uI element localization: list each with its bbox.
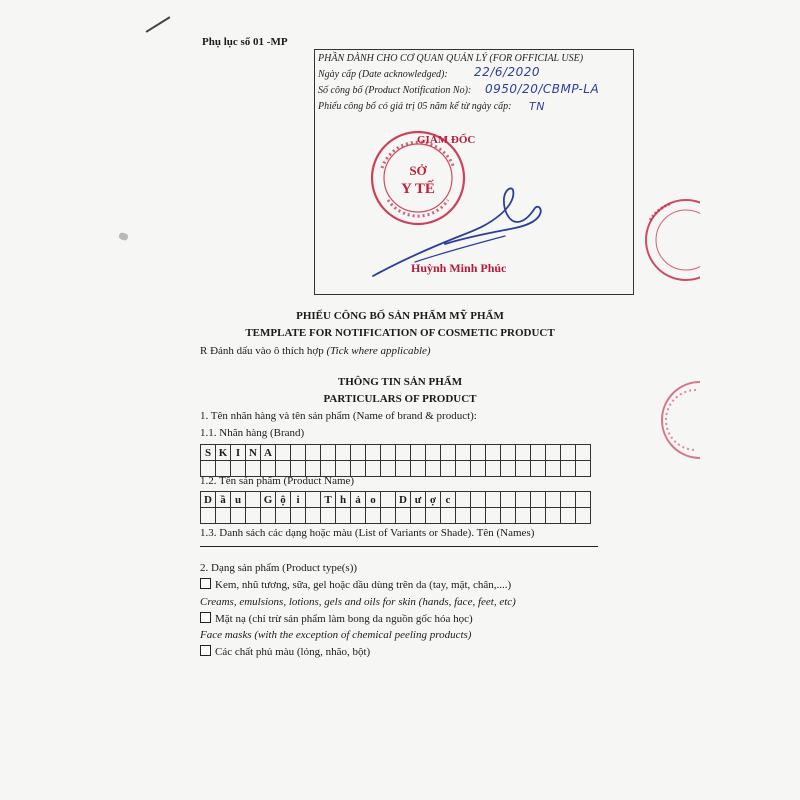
letter-box[interactable] [456, 461, 471, 477]
letter-box[interactable] [306, 445, 321, 461]
letter-box[interactable]: G [261, 492, 276, 508]
letter-box[interactable] [531, 508, 546, 524]
item-1-heading: 1. Tên nhãn hàng và tên sản phẩm (Name of brand & product): [200, 410, 477, 422]
letter-box[interactable] [486, 461, 501, 477]
letter-box[interactable] [426, 508, 441, 524]
letter-box[interactable] [441, 461, 456, 477]
letter-box[interactable]: I [231, 445, 246, 461]
letter-box[interactable]: u [231, 492, 246, 508]
appendix-label: Phụ lục số 01 -MP [202, 36, 288, 48]
letter-box[interactable] [486, 492, 501, 508]
date-acknowledged-label: Ngày cấp (Date acknowledged): [318, 69, 448, 80]
letter-box[interactable]: i [291, 492, 306, 508]
letter-box[interactable]: ộ [276, 492, 291, 508]
letter-box[interactable] [426, 461, 441, 477]
letter-box[interactable] [501, 492, 516, 508]
date-acknowledged-value: 22/6/2020 [474, 65, 541, 79]
letter-box[interactable] [486, 508, 501, 524]
letter-box[interactable] [576, 508, 591, 524]
paper-speck [118, 232, 129, 242]
pen-stroke [146, 16, 171, 32]
letter-box[interactable] [546, 508, 561, 524]
letter-box[interactable] [531, 445, 546, 461]
letter-box[interactable]: ợ [426, 492, 441, 508]
letter-box[interactable] [561, 492, 576, 508]
letter-box[interactable] [351, 445, 366, 461]
letter-box[interactable] [411, 445, 426, 461]
letter-box[interactable]: ầ [216, 492, 231, 508]
letter-box[interactable] [546, 461, 561, 477]
tick-instruction [200, 345, 431, 357]
letter-box[interactable] [291, 445, 306, 461]
letter-box[interactable] [381, 492, 396, 508]
title-vietnamese: PHIẾU CÔNG BỐ SẢN PHẨM MỸ PHẨM [296, 310, 504, 322]
letter-box[interactable] [486, 445, 501, 461]
letter-box[interactable] [306, 508, 321, 524]
letter-box[interactable] [366, 445, 381, 461]
letter-box[interactable] [261, 508, 276, 524]
letter-box[interactable]: ả [351, 492, 366, 508]
letter-box[interactable] [546, 445, 561, 461]
product-type-option [200, 578, 511, 591]
letter-box[interactable] [216, 508, 231, 524]
brand-letter-grid [200, 444, 591, 477]
letter-box[interactable] [411, 461, 426, 477]
letter-box[interactable] [471, 445, 486, 461]
item-1-1-heading: 1.1. Nhãn hàng (Brand) [200, 427, 305, 439]
letter-box[interactable] [351, 508, 366, 524]
section-title-vietnamese: THÔNG TIN SẢN PHẨM [337, 376, 463, 388]
letter-box[interactable] [456, 508, 471, 524]
letter-box[interactable]: T [321, 492, 336, 508]
letter-box[interactable] [576, 445, 591, 461]
product-type-label-vi: Các chất phủ màu (lỏng, nhão, bột) [215, 646, 371, 658]
item-1-2-heading: 1.2. Tên sản phẩm (Product Name) [200, 475, 355, 487]
letter-box[interactable] [306, 492, 321, 508]
letter-box[interactable] [516, 492, 531, 508]
letter-box[interactable] [561, 508, 576, 524]
edge-seal-icon [640, 190, 700, 290]
letter-box[interactable] [276, 508, 291, 524]
letter-box[interactable]: o [366, 492, 381, 508]
letter-box[interactable] [366, 508, 381, 524]
letter-box[interactable]: D [396, 492, 411, 508]
letter-box[interactable] [576, 492, 591, 508]
letter-box[interactable] [246, 492, 261, 508]
letter-box[interactable] [201, 508, 216, 524]
letter-box[interactable] [576, 461, 591, 477]
letter-box[interactable] [381, 445, 396, 461]
letter-box[interactable] [471, 508, 486, 524]
letter-box[interactable] [396, 508, 411, 524]
letter-box[interactable] [471, 461, 486, 477]
letter-box[interactable]: D [201, 492, 216, 508]
letter-box[interactable] [381, 508, 396, 524]
official-use-header: PHẦN DÀNH CHO CƠ QUAN QUẢN LÝ (FOR OFFICIAL USE) [318, 53, 584, 64]
product-type-checkbox[interactable] [200, 645, 211, 656]
product-type-option [200, 612, 473, 625]
letter-box[interactable] [366, 461, 381, 477]
letter-box[interactable] [336, 445, 351, 461]
validity-initials: TN [529, 100, 545, 113]
letter-box[interactable] [321, 445, 336, 461]
director-title: GIÁM ĐỐC [417, 134, 476, 146]
product-type-label-en: Creams, emulsions, lotions, gels and oils for skin (hands, face, feet, etc) [200, 596, 516, 608]
letter-box[interactable]: A [261, 445, 276, 461]
letter-box[interactable] [411, 508, 426, 524]
letter-box[interactable] [516, 508, 531, 524]
letter-box[interactable] [231, 508, 246, 524]
notification-number-label: Số công bố (Product Notification No): [318, 85, 472, 96]
letter-box[interactable] [291, 508, 306, 524]
divider [200, 546, 598, 547]
letter-box[interactable]: c [441, 492, 456, 508]
product-letter-grid [200, 491, 591, 524]
seal-org-text: SỞ [409, 163, 427, 178]
product-type-label-vi: Mặt nạ (chỉ trừ sản phẩm làm bong da nguồn gốc hóa học) [215, 613, 473, 625]
letter-box[interactable]: S [201, 445, 216, 461]
letter-box[interactable] [501, 445, 516, 461]
letter-box[interactable] [561, 445, 576, 461]
product-type-option [200, 645, 370, 658]
letter-box[interactable] [561, 461, 576, 477]
item-2-heading: 2. Dạng sản phẩm (Product type(s)) [200, 562, 358, 574]
letter-box[interactable] [516, 461, 531, 477]
product-type-checkbox[interactable] [200, 578, 211, 589]
letter-box[interactable] [501, 461, 516, 477]
letter-box[interactable] [276, 445, 291, 461]
letter-box[interactable] [336, 508, 351, 524]
letter-box[interactable]: ư [411, 492, 426, 508]
letter-box[interactable] [471, 492, 486, 508]
letter-box[interactable] [381, 461, 396, 477]
product-type-label-en: Face masks (with the exception of chemical peeling products) [200, 629, 472, 641]
letter-box[interactable]: N [246, 445, 261, 461]
letter-box[interactable] [441, 508, 456, 524]
letter-box[interactable]: K [216, 445, 231, 461]
product-type-label-vi: Kem, nhũ tương, sữa, gel hoặc dầu dùng trên da (tay, mặt, chân,....) [215, 579, 512, 591]
letter-box[interactable] [456, 445, 471, 461]
tick-instruction-vi: R Đánh dấu vào ô thích hợp [200, 345, 324, 357]
director-name: Huỳnh Minh Phúc [411, 261, 507, 275]
letter-box[interactable] [396, 461, 411, 477]
letter-box[interactable] [456, 492, 471, 508]
letter-box[interactable] [501, 508, 516, 524]
product-type-checkbox[interactable] [200, 612, 211, 623]
letter-box[interactable] [426, 445, 441, 461]
item-1-3-heading: 1.3. Danh sách các dạng hoặc màu (List of Variants or Shade). Tên (Names) [200, 527, 535, 539]
title-english: TEMPLATE FOR NOTIFICATION OF COSMETIC PRODUCT [245, 327, 555, 339]
tick-instruction-en: (Tick where applicable) [326, 345, 431, 357]
notification-number-value: 0950/20/CBMP-LA [485, 82, 600, 96]
section-title-english: PARTICULARS OF PRODUCT [323, 393, 477, 405]
letter-box[interactable] [531, 492, 546, 508]
validity-label: Phiếu công bố có giá trị 05 năm kể từ ngày cấp: [318, 101, 512, 112]
letter-box[interactable] [321, 508, 336, 524]
edge-seal-fragment-icon [660, 380, 700, 460]
letter-box[interactable]: h [336, 492, 351, 508]
letter-box[interactable] [531, 461, 546, 477]
letter-box[interactable] [516, 445, 531, 461]
official-use-box [314, 49, 634, 295]
letter-box[interactable] [546, 492, 561, 508]
letter-box[interactable] [441, 445, 456, 461]
seal-dept-text: Y TẾ [401, 181, 435, 197]
letter-box[interactable] [396, 445, 411, 461]
letter-box[interactable] [246, 508, 261, 524]
